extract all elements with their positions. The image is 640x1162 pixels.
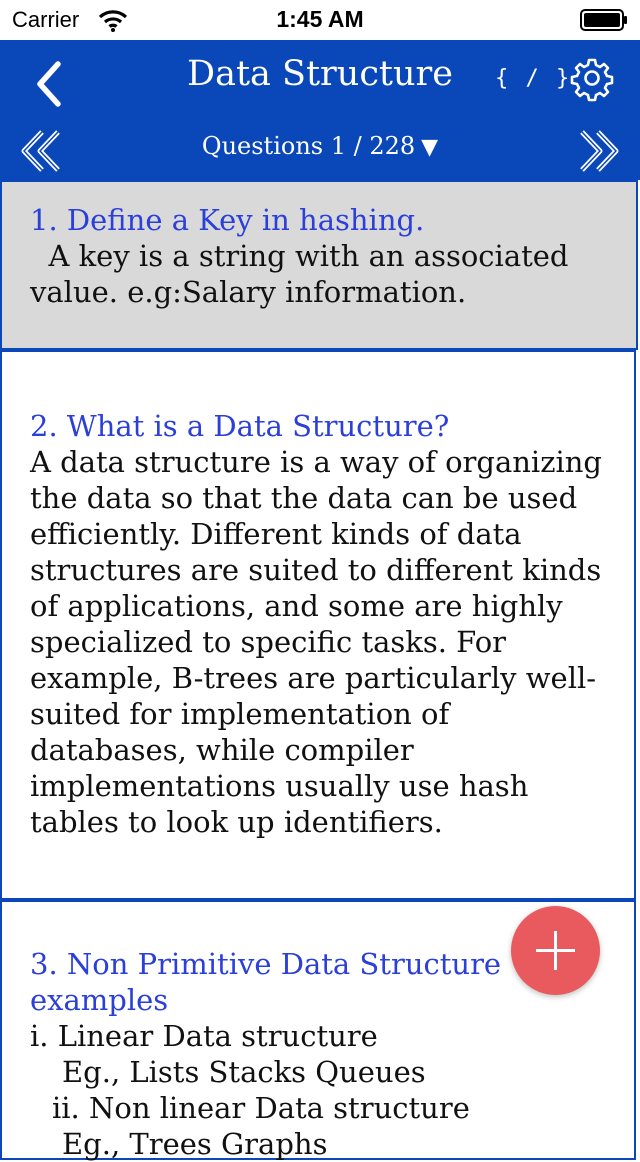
question-answer: A data structure is a way of organizing the data so that the data can be used efficiently. Different kinds of data structures are suited to different kinds of applications, and some are highly specialized to specific tasks. For example, B-trees are particularly well-suited for implementation of databases, while compiler implementations usually use hash tables to look up identifiers. (30, 445, 612, 839)
double-chevron-right-icon (574, 128, 622, 174)
question-answer: A key is a string with an associated value. e.g:Salary information. (30, 239, 578, 309)
answer-line: i. Linear Data structure (30, 1019, 378, 1053)
clock: 1:45 AM (276, 6, 364, 32)
answer-line: Eg., Trees Graphs (62, 1127, 328, 1161)
question-card[interactable] (0, 350, 636, 900)
battery-icon (580, 9, 628, 31)
code-button[interactable]: { / } (495, 66, 572, 91)
question-selector[interactable] (0, 132, 640, 160)
status-bar (0, 0, 640, 40)
navigation-bar (0, 40, 640, 180)
question-card[interactable] (0, 180, 638, 350)
plus-icon (554, 931, 557, 970)
settings-button[interactable] (570, 56, 614, 100)
add-button[interactable] (511, 906, 600, 995)
answer-line: Eg., Lists Stacks Queues (62, 1055, 426, 1089)
next-page-button[interactable] (574, 128, 622, 174)
question-title: 2. What is a Data Structure? (30, 409, 450, 443)
question-counter: Questions 1 / 228 (201, 132, 416, 160)
dropdown-triangle-icon: ▼ (421, 135, 439, 160)
question-title: 1. Define a Key in hashing. (30, 203, 425, 237)
carrier-label: Carrier (12, 7, 80, 32)
answer-line: ii. Non linear Data structure (52, 1091, 470, 1125)
gear-icon (570, 56, 614, 100)
page-title: Data Structure (187, 54, 453, 94)
question-title: 3. Non Primitive Data Structure examples (30, 947, 502, 1017)
